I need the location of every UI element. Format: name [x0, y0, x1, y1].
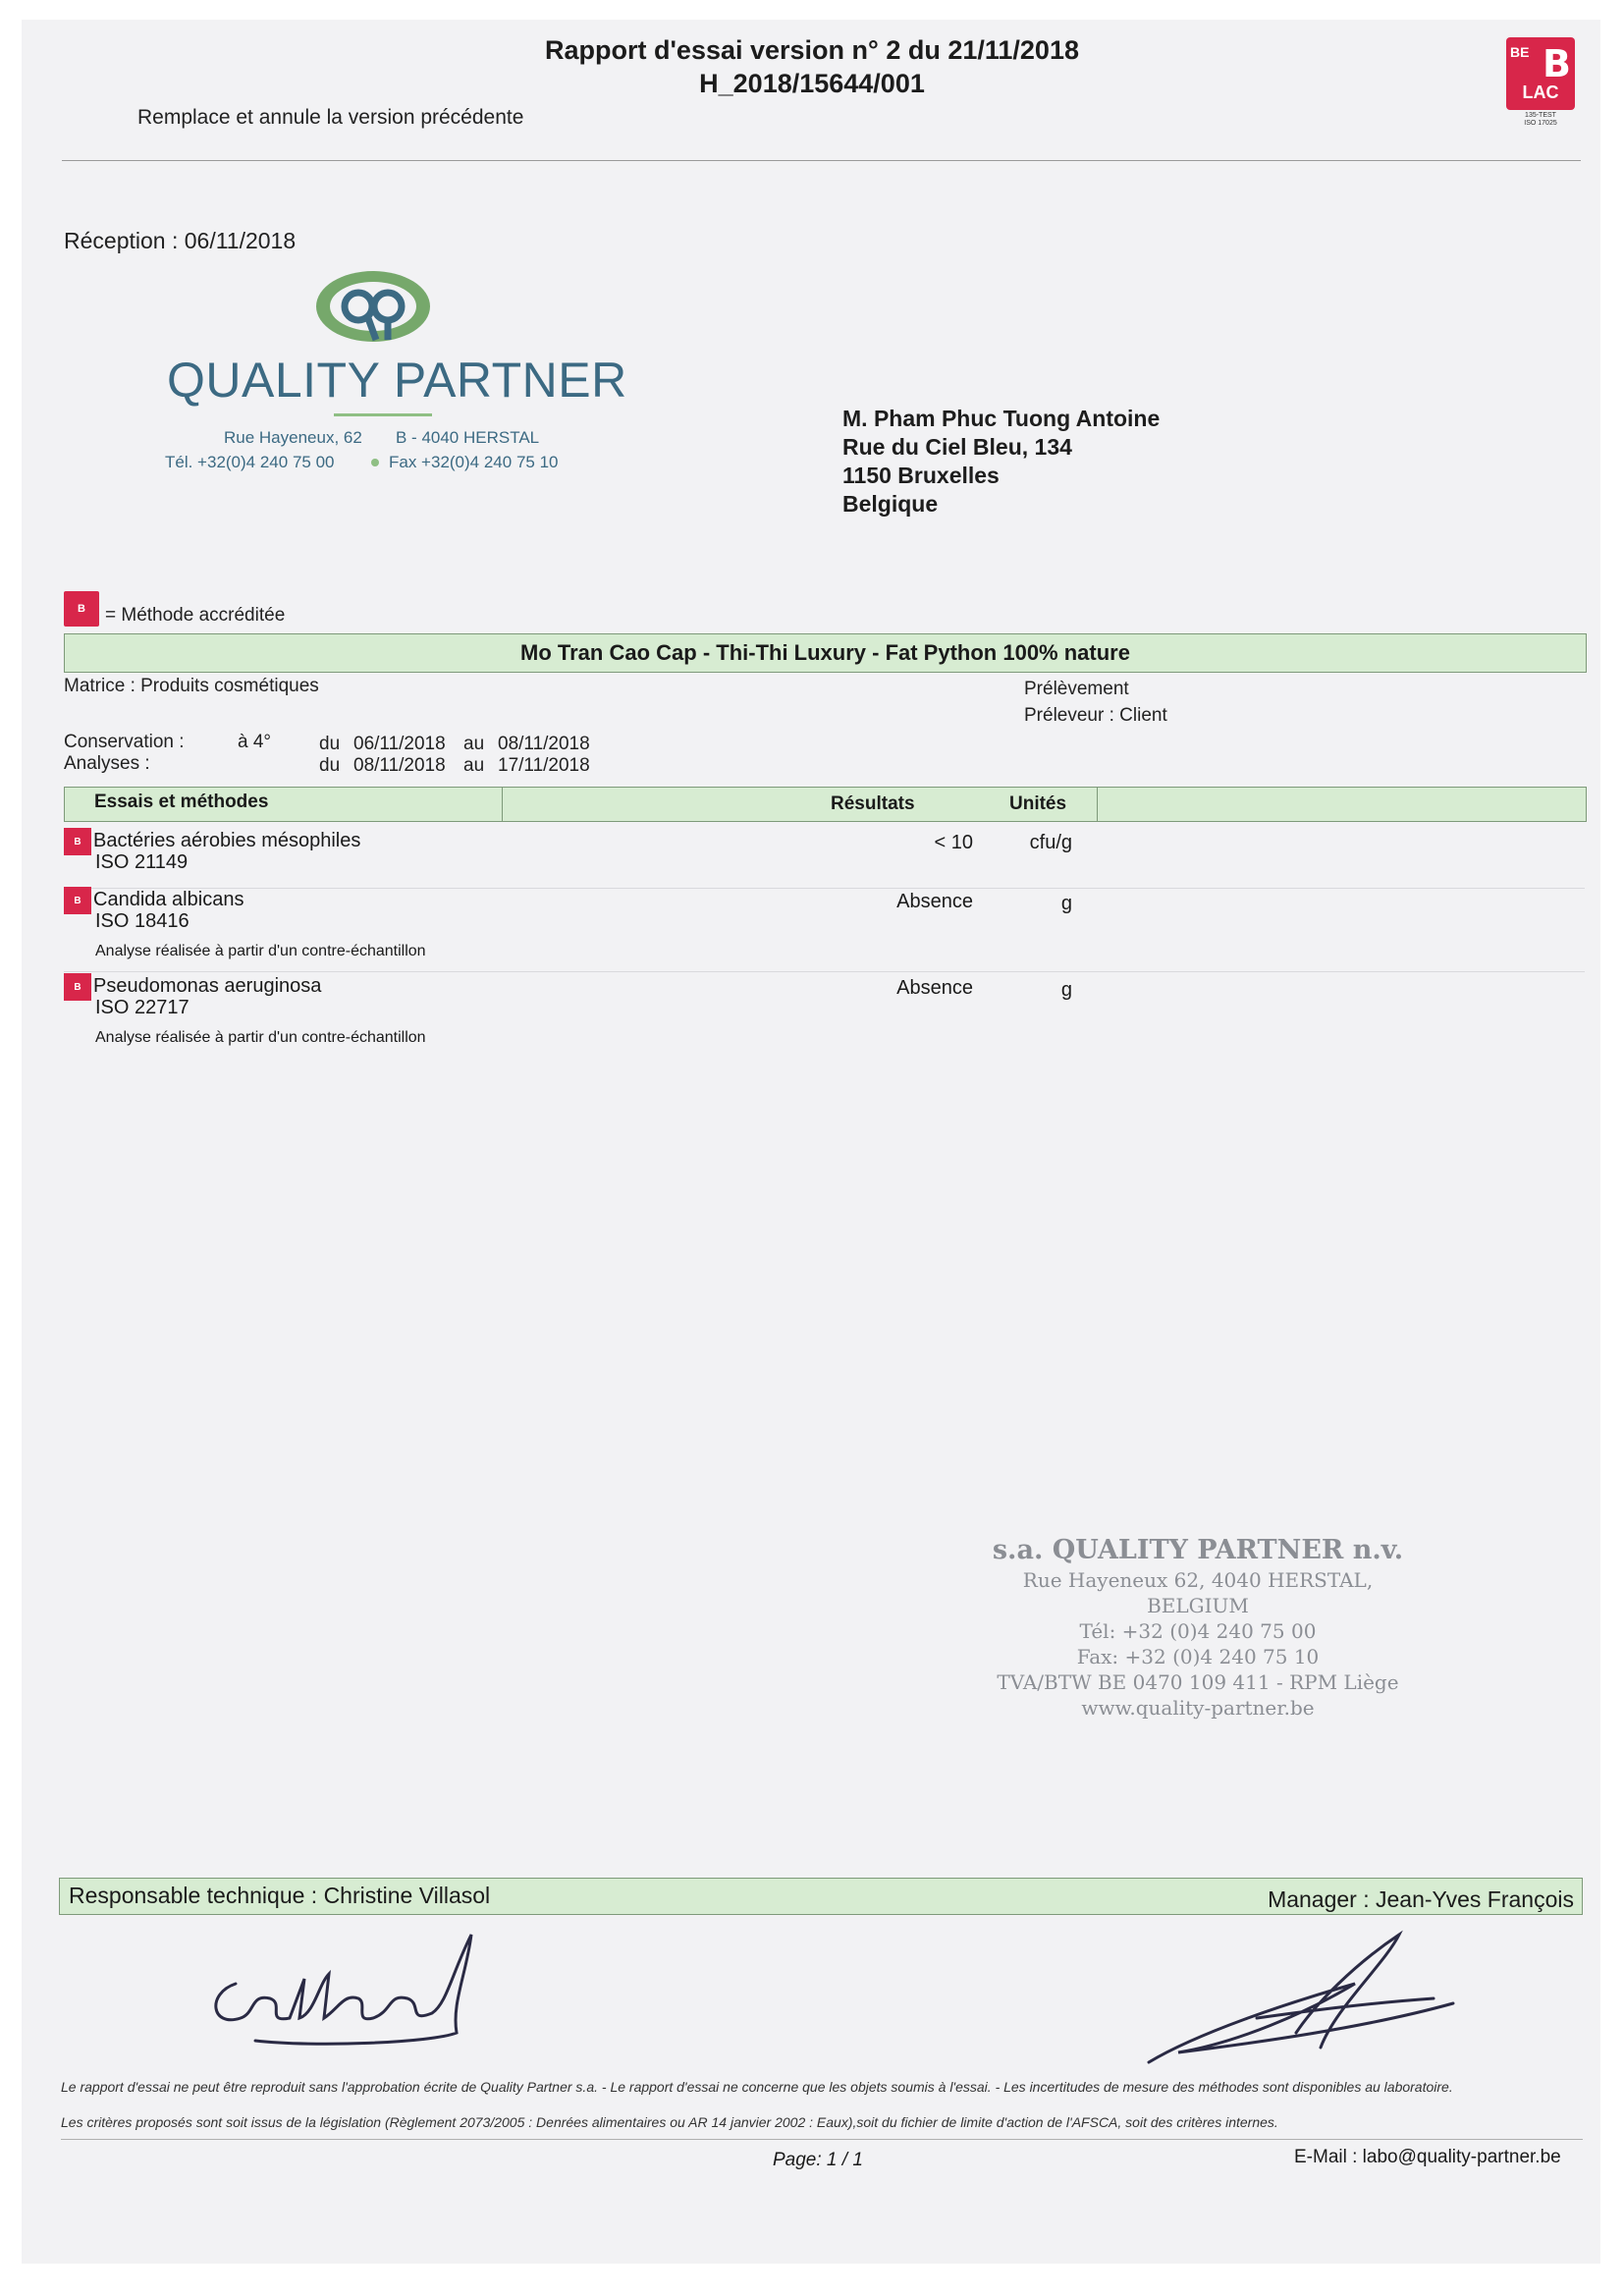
header-divider — [62, 160, 1581, 161]
recipient-address — [842, 405, 1160, 519]
recipient-name: M. Pham Phuc Tuong Antoine — [842, 406, 1161, 431]
belac-iso: ISO 17025 — [1524, 120, 1557, 127]
test-result: Absence — [896, 891, 973, 912]
stamp-name: s.a. QUALITY PARTNER n.v. — [992, 1535, 1404, 1565]
test-unit: g — [1060, 979, 1072, 1001]
analyses-to: 17/11/2018 — [498, 755, 590, 776]
product-bar — [64, 633, 1587, 673]
footer-email: E-Mail : labo@quality-partner.be — [1294, 2147, 1561, 2167]
logo-underline — [334, 413, 432, 416]
page-number: Page: 1 / 1 — [773, 2150, 863, 2170]
footer-disclaimer-2: Les critères proposés sont soit issus de la législation (Règlement 2073/2005 : Denrées alimentaires ou AR 14 janvier 2002 : Eaux),soit du fichier de limite d'action de l'AFSCA, soit des critères internes. — [61, 2114, 1278, 2130]
stamp-fax: Fax: +32 (0)4 240 75 10 — [1076, 1645, 1320, 1668]
company-street: Rue Hayeneux, 62 — [224, 428, 362, 447]
stamp-tel: Tél: +32 (0)4 240 75 00 — [1079, 1619, 1317, 1643]
table-row — [64, 828, 1585, 889]
stamp-vat: TVA/BTW BE 0470 109 411 - RPM Liège — [997, 1670, 1399, 1694]
company-fax: Fax +32(0)4 240 75 10 — [389, 453, 559, 471]
header-results: Résultats — [831, 793, 915, 814]
test-note: Analyse réalisée à partir d'un contre-échantillon — [95, 1029, 426, 1046]
test-unit: g — [1060, 893, 1072, 914]
company-name: QUALITY PARTNER — [167, 353, 627, 408]
stamp-web: www.quality-partner.be — [1081, 1696, 1315, 1720]
belac-accredited-icon: B — [64, 887, 91, 914]
belac-cert: 135-TEST — [1525, 112, 1556, 119]
matrice: Matrice : Produits cosmétiques — [64, 676, 319, 696]
company-city: B - 4040 HERSTAL — [396, 428, 540, 447]
analyses-du: du — [319, 755, 341, 776]
prelevement: Prélèvement — [1024, 679, 1129, 699]
signatures-bar — [59, 1878, 1583, 1915]
signature-villasol — [196, 1925, 491, 2062]
reception-date: Réception : 06/11/2018 — [64, 228, 297, 253]
legend-text: = Méthode accréditée — [105, 605, 286, 626]
report-title: Rapport d'essai version n° 2 du 21/11/2018 — [545, 35, 1079, 65]
belac-be: BE — [1510, 44, 1530, 60]
test-note: Analyse réalisée à partir d'un contre-échantillon — [95, 943, 426, 959]
header-units: Unités — [1009, 793, 1067, 814]
conservation-label: Conservation : — [64, 732, 185, 752]
test-method: ISO 18416 — [95, 910, 189, 932]
company-tel: Tél. +32(0)4 240 75 00 — [165, 453, 335, 471]
replaces-notice: Remplace et annule la version précédente — [137, 106, 524, 129]
conservation-from: 06/11/2018 — [353, 734, 446, 754]
belac-lac: LAC — [1522, 82, 1559, 102]
test-result: Absence — [896, 977, 973, 999]
footer-divider — [61, 2139, 1583, 2140]
analyses-from: 08/11/2018 — [353, 755, 446, 776]
header-tests: Essais et méthodes — [94, 792, 269, 812]
test-name: Candida albicans — [93, 889, 244, 910]
belac-accredited-icon: B — [64, 828, 91, 855]
conservation-to: 08/11/2018 — [498, 734, 590, 754]
results-table-header — [64, 787, 1587, 822]
test-method: ISO 21149 — [95, 851, 189, 873]
belac-b: B — [1543, 42, 1571, 85]
recipient-country: Belgique — [842, 491, 939, 517]
test-result: < 10 — [934, 832, 973, 853]
preleveur: Préleveur : Client — [1024, 705, 1167, 726]
conservation-du: du — [319, 734, 341, 754]
product-name: Mo Tran Cao Cap - Thi-Thi Luxury - Fat Python 100% nature — [520, 640, 1130, 665]
signature-manager — [1139, 1925, 1463, 2072]
recipient-city: 1150 Bruxelles — [842, 463, 1000, 488]
report-reference: H_2018/15644/001 — [699, 69, 925, 98]
analyses-au: au — [463, 755, 485, 776]
quality-partner-logo-icon — [309, 267, 437, 354]
table-row — [64, 887, 1585, 973]
belac-logo — [1506, 37, 1575, 136]
manager: Manager : Jean-Yves François — [1268, 1886, 1574, 1912]
test-name: Bactéries aérobies mésophiles — [93, 830, 361, 851]
belac-accredited-icon: B — [64, 591, 99, 627]
footer-disclaimer-1: Le rapport d'essai ne peut être reproduit sans l'approbation écrite de Quality Partner s.a. - Le rapport d'essai ne concerne que les objets soumis à l'essai. - Les incertitudes de mesure des méthodes sont disponibles au laboratoire. — [61, 2079, 1453, 2095]
conservation-temp: à 4° — [238, 732, 272, 752]
company-stamp — [972, 1534, 1424, 1721]
conservation-au: au — [463, 734, 485, 754]
test-name: Pseudomonas aeruginosa — [93, 975, 322, 997]
test-method: ISO 22717 — [95, 997, 189, 1018]
analyses-label: Analyses : — [64, 753, 150, 774]
recipient-street: Rue du Ciel Bleu, 134 — [842, 434, 1072, 460]
bullet-icon — [371, 459, 379, 466]
belac-accredited-icon: B — [64, 973, 91, 1001]
stamp-address: Rue Hayeneux 62, 4040 HERSTAL, BELGIUM — [1022, 1568, 1374, 1617]
responsable-technique: Responsable technique : Christine Villasol — [69, 1883, 491, 1908]
table-row — [64, 973, 1585, 1060]
test-unit: cfu/g — [1029, 832, 1072, 853]
